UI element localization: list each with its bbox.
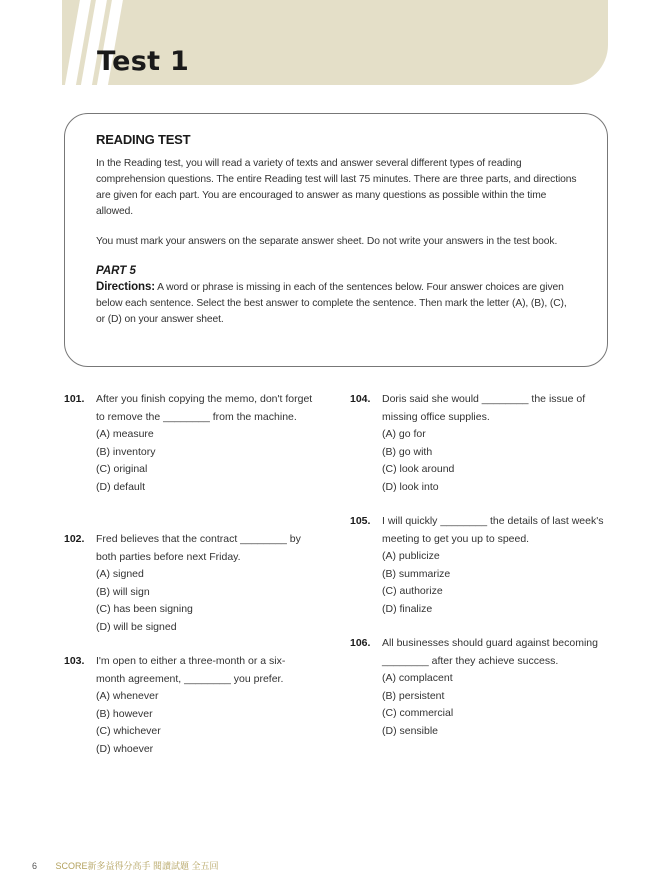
page-number: 6: [32, 861, 38, 871]
question-number: 102.: [64, 533, 85, 545]
directions: [96, 279, 577, 328]
question-stem: I will quickly ________ the details of last week's meeting to get you up to speed.: [382, 515, 604, 545]
option-c: (C) commercial: [382, 707, 454, 719]
option-c: (C) original: [96, 463, 148, 475]
answer-sheet-paragraph: You must mark your answers on the separate answer sheet. Do not write your answers in the test book.: [96, 236, 558, 247]
option-d: (D) finalize: [382, 602, 433, 615]
option-a: (A) measure: [96, 428, 154, 440]
page-footer: [32, 859, 219, 872]
instructions-box: [64, 113, 608, 367]
option-d: (D) will be signed: [96, 620, 177, 633]
option-d: (D) sensible: [382, 724, 439, 737]
option-b: (B) go with: [382, 445, 433, 458]
option-d: (D) default: [96, 480, 146, 493]
option-c: (C) look around: [382, 463, 455, 475]
instructions-paragraph: In the Reading test, you will read a variety of texts and answer several different types of reading comprehension questions. The entire Reading test will last 75 minutes. There are three parts, and directions are given for each part. You are encouraged to answer as many questions as possible within the time allowed.: [96, 158, 577, 217]
question-number: 104.: [350, 393, 371, 405]
option-a: (A) publicize: [382, 550, 440, 562]
page-title: Test 1: [97, 46, 190, 77]
directions-label: Directions:: [96, 281, 155, 293]
question-stem: After you finish copying the memo, don't forget to remove the ________ from the machine.: [96, 393, 313, 423]
question-stem: Doris said she would ________ the issue of missing office supplies.: [382, 393, 586, 423]
question-stem: All businesses should guard against becoming ________ after they achieve success.: [382, 637, 598, 667]
option-b: (B) inventory: [96, 445, 156, 458]
option-b: (B) however: [96, 707, 153, 720]
option-d: (D) whoever: [96, 742, 154, 755]
question-stem: I'm open to either a three-month or a six-month agreement, ________ you prefer.: [96, 655, 286, 685]
option-c: (C) whichever: [96, 725, 161, 737]
directions-text: A word or phrase is missing in each of the sentences below. Four answer choices are given below each sentence. Select the best answer to complete the sentence. Then mark the letter (A), (B), (C), or (D) on your answer sheet.: [96, 282, 567, 325]
option-a: (A) complacent: [382, 672, 453, 684]
option-b: (B) persistent: [382, 689, 445, 702]
option-b: (B) will sign: [96, 585, 150, 598]
option-a: (A) go for: [382, 428, 426, 440]
book-title: SCORE新多益得分高手 閱讀試題 全五回: [55, 861, 219, 871]
option-b: (B) summarize: [382, 567, 451, 580]
question-number: 101.: [64, 393, 85, 405]
question-number: 103.: [64, 655, 85, 667]
option-c: (C) authorize: [382, 585, 443, 597]
option-d: (D) look into: [382, 480, 439, 493]
question-stem: Fred believes that the contract ________ by both parties before next Friday.: [96, 533, 301, 563]
reading-test-heading: READING TEST: [96, 132, 191, 147]
option-c: (C) has been signing: [96, 603, 193, 615]
part-label: PART 5: [96, 265, 136, 277]
question-number: 105.: [350, 515, 371, 527]
question-number: 106.: [350, 637, 371, 649]
option-a: (A) signed: [96, 568, 144, 580]
option-a: (A) whenever: [96, 690, 159, 702]
